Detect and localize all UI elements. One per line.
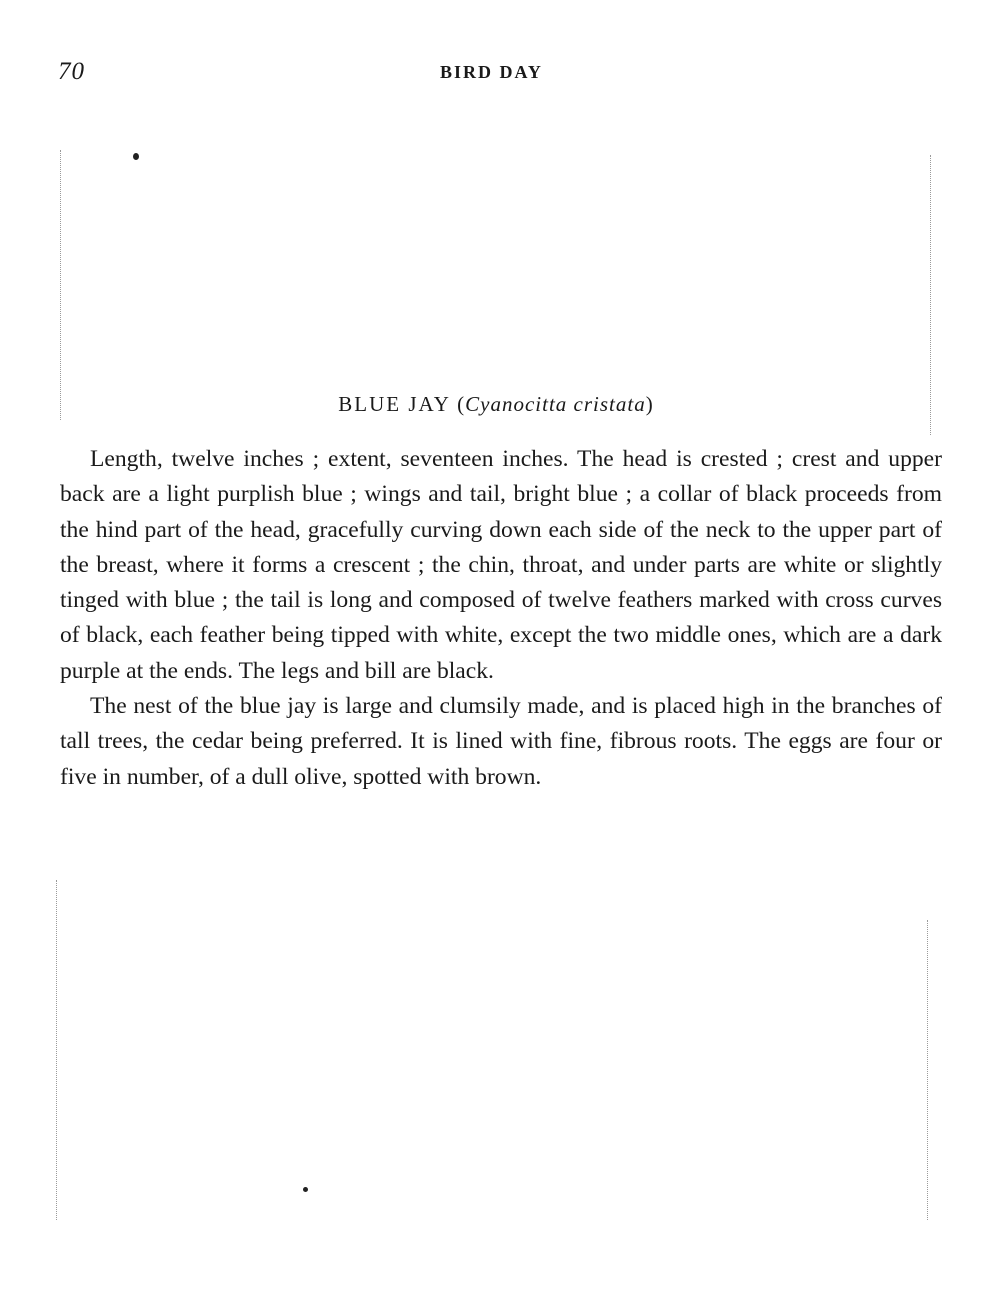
paragraph-nest: The nest of the blue jay is large and clumsily made, and is placed high in the branches of tall trees, the cedar being preferred. It is lined with fine, fibrous roots. The eggs are four or five in number, of a dull olive, spotted with brown. xyxy=(60,693,942,790)
section-title-open-paren: ( xyxy=(457,392,466,416)
body-text xyxy=(60,442,942,795)
scan-artifact-right-bottom xyxy=(927,920,930,1220)
scan-artifact-left-top xyxy=(60,150,63,420)
paragraph-description: Length, twelve inches ; extent, seventeen inches. The head is crested ; crest and upper back are a light purplish blue ; wings and tail, bright blue ; a collar of black proceeds from the hind part of the head, gracefully curving down each side of the neck to the upper part of the breast, where it forms a crescent ; the chin, throat, and under parts are white or slightly tinged with blue ; the tail is long and composed of twelve feathers marked with cross curves of black, each feather being tipped with white, except the two middle ones, which are a dark purple at the ends. The legs and bill are black. xyxy=(60,446,942,684)
scan-speck-top xyxy=(133,153,139,160)
scan-artifact-left-bottom xyxy=(56,880,59,1220)
section-title-close-paren: ) xyxy=(645,392,654,416)
section-title-common-name: BLUE JAY xyxy=(338,392,451,416)
section-title-scientific-name: Cyanocitta cristata xyxy=(465,392,646,416)
section-title xyxy=(0,392,992,417)
scan-speck-bottom xyxy=(303,1187,308,1192)
page-number: 70 xyxy=(58,58,85,85)
running-head: BIRD DAY xyxy=(440,62,543,82)
